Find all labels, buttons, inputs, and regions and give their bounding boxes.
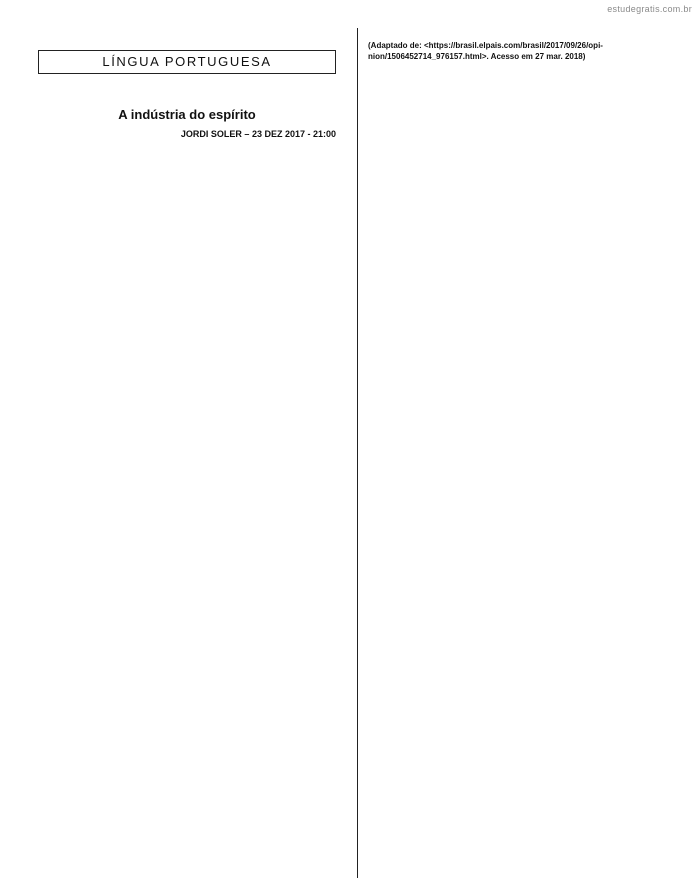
source-line-1: (Adaptado de: <https://brasil.elpais.com/brasil/2017/09/26/opi- (368, 41, 603, 50)
subject-header-box (38, 50, 336, 74)
source-citation (368, 40, 677, 62)
article-title: A indústria do espírito (118, 107, 256, 122)
right-column (368, 28, 677, 62)
subject-title: LÍNGUA PORTUGUESA (102, 54, 272, 69)
source-line-2: nion/1506452714_976157.html>. Acesso em 27 mar. 2018) (368, 52, 586, 61)
site-watermark: estudegratis.com.br (607, 4, 692, 14)
column-divider (357, 28, 358, 878)
article-byline: JORDI SOLER – 23 DEZ 2017 - 21:00 (180, 129, 336, 139)
